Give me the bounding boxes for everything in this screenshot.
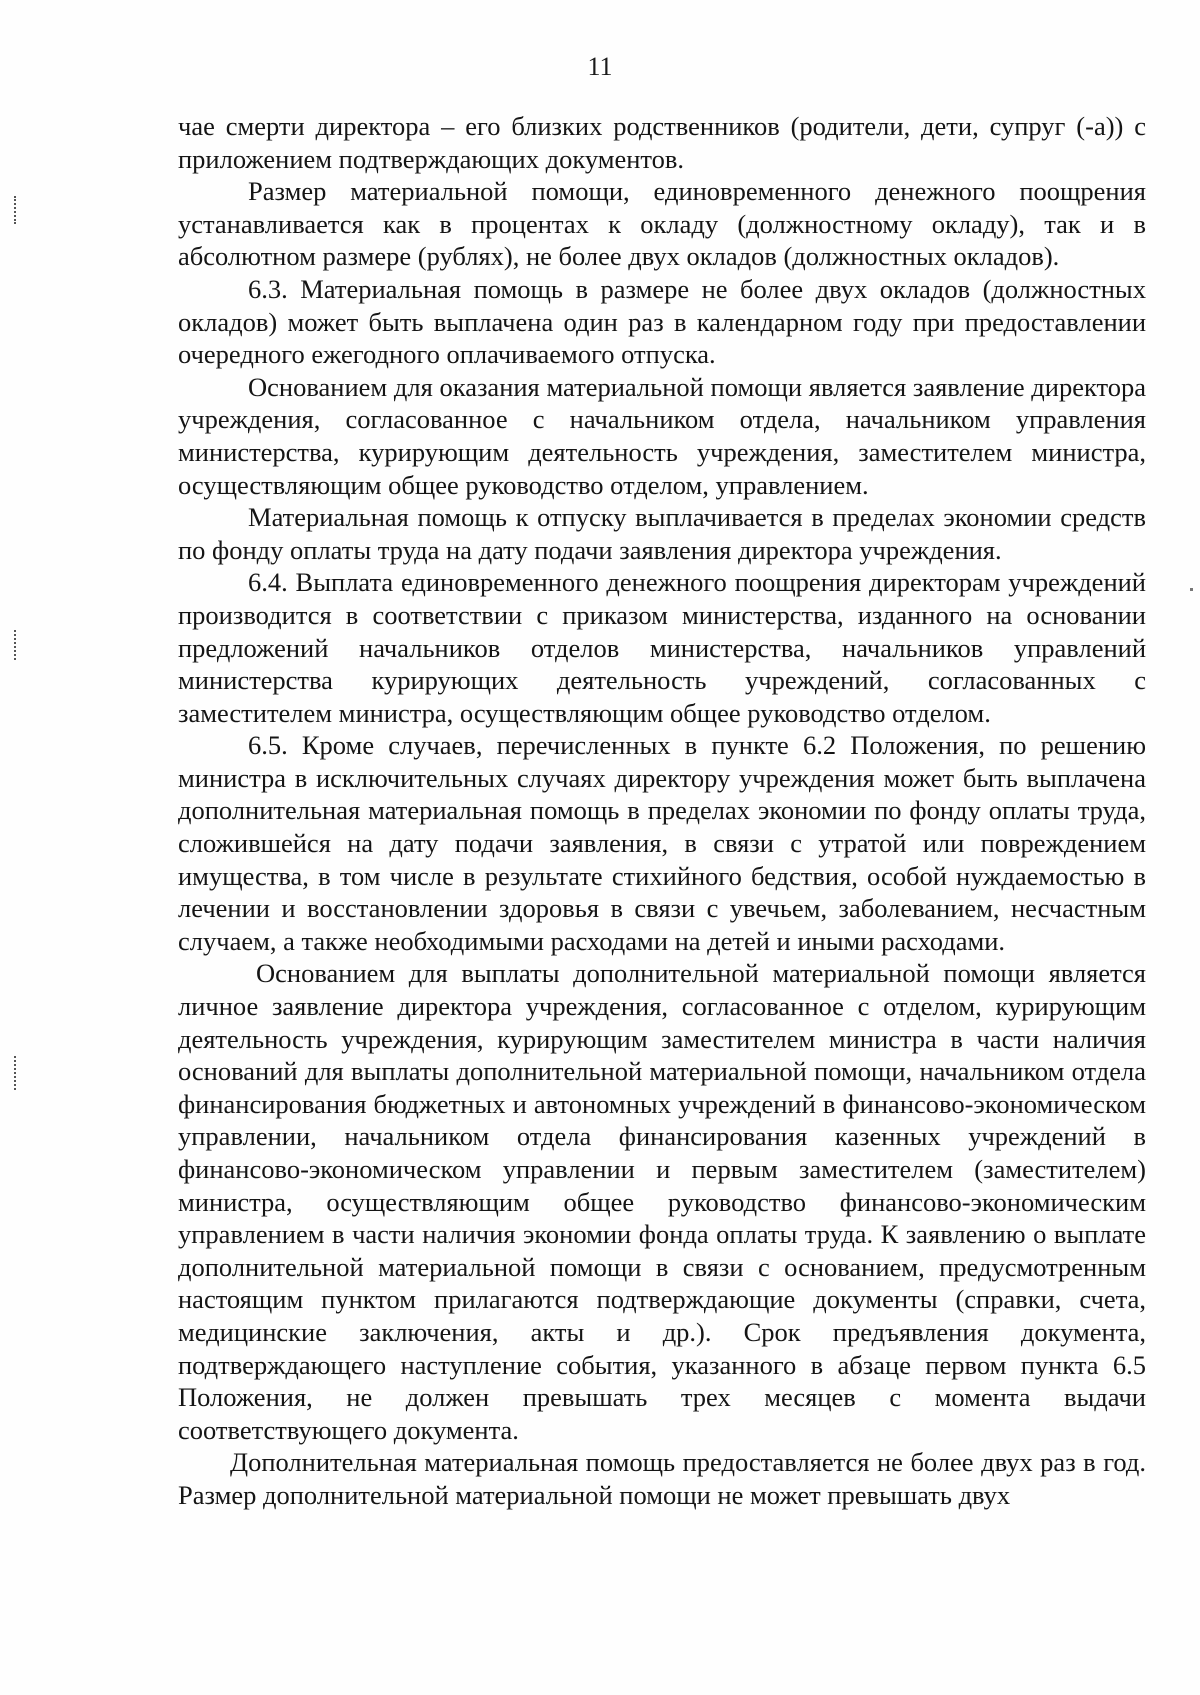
- paragraph-assistance-basis: Основанием для оказания материальной помощи является заявление директора учреждения, согласованное с начальником отдела, начальником управления министерства, курирующим деятельность учреждения, заместителем министра, осуществляющим общее руководство отделом, управлением.: [178, 371, 1146, 500]
- scan-margin-mark: [14, 196, 18, 224]
- scan-speck: [1190, 588, 1193, 591]
- paragraph-assistance-size: Размер материальной помощи, единовременного денежного поощрения устанавливается как в процентах к окладу (должностному окладу), так и в абсолютном размере (рублях), не более двух окладов (должностных окладов).: [178, 176, 1146, 272]
- paragraph-continuation: чае смерти директора – его близких родственников (родители, дети, супруг (-а)) с приложением подтверждающих документов.: [178, 111, 1146, 174]
- document-body: [178, 110, 1146, 1512]
- paragraph-6-3: 6.3. Материальная помощь в размере не более двух окладов (должностных окладов) может быть выплачена один раз в календарном году при предоставлении очередного ежегодного оплачиваемого отпуска.: [178, 273, 1146, 370]
- page-number: 11: [587, 52, 613, 81]
- paragraph-additional-limit: Дополнительная материальная помощь предоставляется не более двух раз в год. Размер дополнительной материальной помощи не может превышать двух: [178, 1447, 1146, 1510]
- paragraph-vacation-assistance: Материальная помощь к отпуску выплачивается в пределах экономии средств по фонду оплаты труда на дату подачи заявления директора учреждения.: [178, 502, 1146, 565]
- scan-margin-mark: [14, 1056, 18, 1090]
- paragraph-additional-basis: Основанием для выплаты дополнительной материальной помощи является личное заявление директора учреждения, согласованное с отделом, курирующим деятельность учреждения, курирующим заместителем министра в части наличия оснований для выплаты дополнительной материальной помощи, начальником отдела финансирования бюджетных и автономных учреждений в финансово-экономическом управлении, начальником отдела финансирования казенных учреждений в финансово-экономическом управлении и первым заместителем (заместителем) министра, осуществляющим общее руководство финансово-экономическим управлением в части наличия экономии фонда оплаты труда. К заявлению о выплате дополнительной материальной помощи в связи с основанием, предусмотренным настоящим пунктом прилагаются подтверждающие документы (справки, счета, медицинские заключения, акты и др.). Срок предъявления документа, подтверждающего наступление события, указанного в абзаце первом пункта 6.5 Положения, не должен превышать трех месяцев с момента выдачи соответствующего документа.: [178, 958, 1146, 1445]
- paragraph-6-4: 6.4. Выплата единовременного денежного поощрения директорам учреждений производится в соответствии с приказом министерства, изданного на основании предложений начальников отделов министерства, начальников управлений министерства курирующих деятельность учреждений, согласованных с заместителем министра, осуществляющим общее руководство отделом.: [178, 567, 1146, 728]
- scan-margin-mark: [14, 630, 18, 660]
- paragraph-6-5: 6.5. Кроме случаев, перечисленных в пункте 6.2 Положения, по решению министра в исключительных случаях директору учреждения может быть выплачена дополнительная материальная помощь в пределах экономии по фонду оплаты труда, сложившейся на дату подачи заявления, в связи с утратой или повреждением имущества, в том числе в результате стихийного бедствия, особой нуждаемостью в лечении и восстановлении здоровья в связи с увечьем, заболеванием, несчастным случаем, а также необходимыми расходами на детей и иными расходами.: [178, 730, 1146, 956]
